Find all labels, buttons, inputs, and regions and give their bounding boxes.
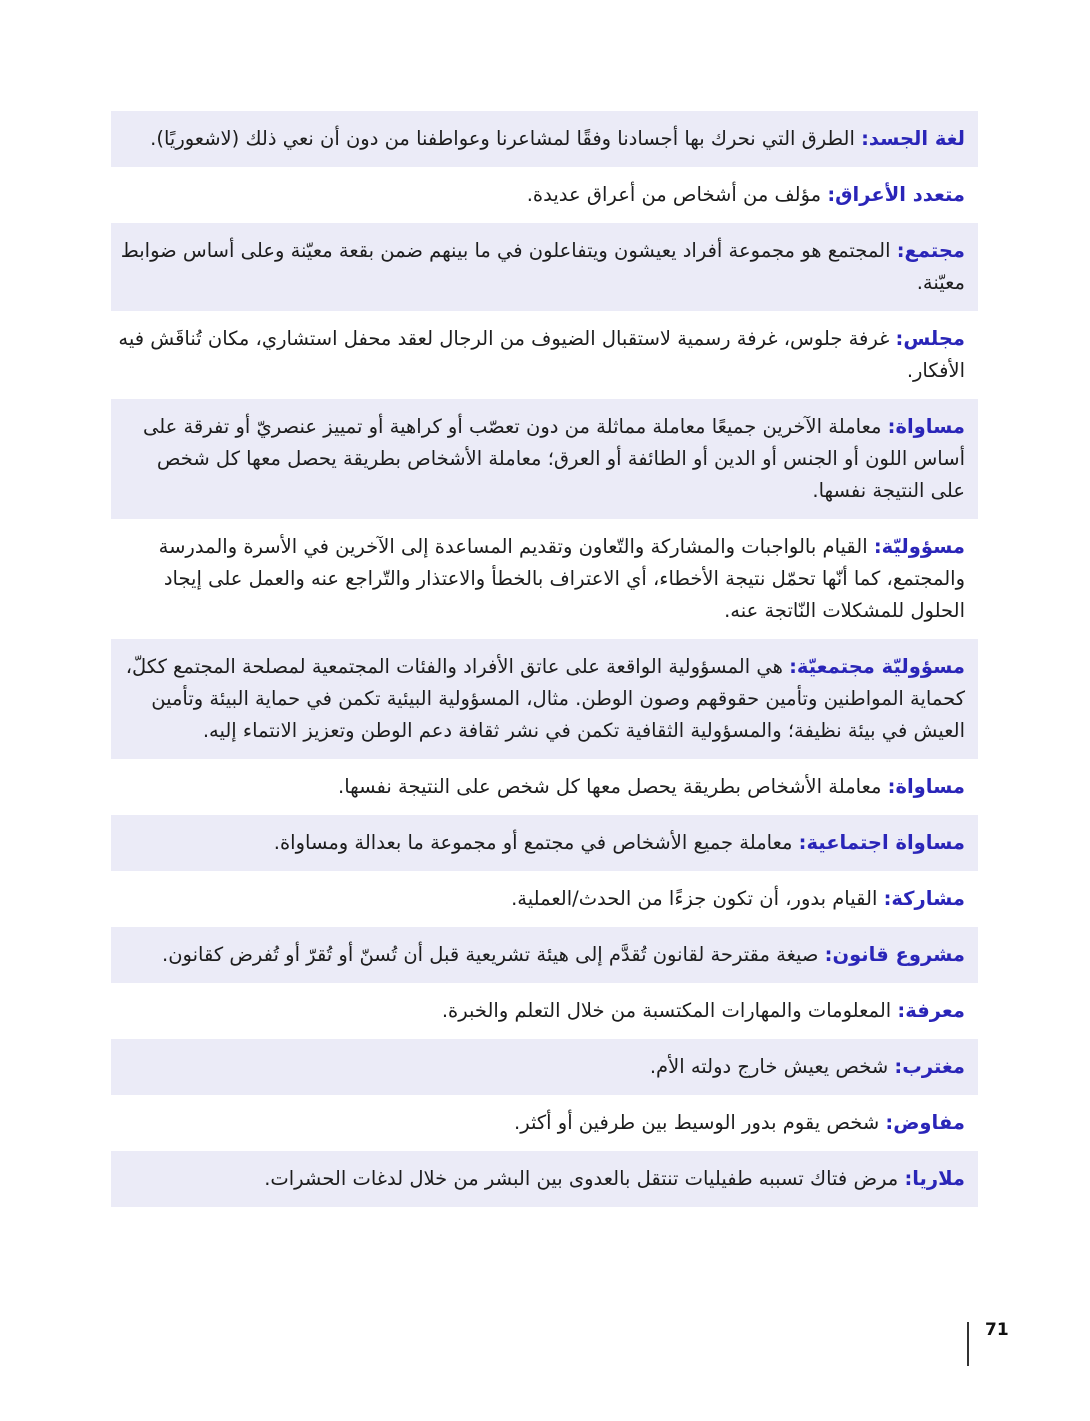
glossary-definition: صيغة مقترحة لقانون تُقدَّم إلى هيئة تشريعية قبل أن تُسنّ أو تُقرّ أو تُفرض كقانون. <box>162 943 819 966</box>
glossary-term: مساواة: <box>887 775 965 798</box>
glossary-entry <box>111 519 978 639</box>
glossary-term: مفاوض: <box>885 1111 965 1134</box>
glossary-definition: القيام بدور، أن تكون جزءًا من الحدث/العملية. <box>511 887 878 910</box>
glossary-entry <box>111 815 978 871</box>
glossary-term: معرفة: <box>897 999 965 1022</box>
glossary-entry <box>111 871 978 927</box>
glossary-entry <box>111 983 978 1039</box>
glossary-entry <box>111 111 978 167</box>
glossary-term: مجتمع: <box>896 239 965 262</box>
glossary-entry <box>111 639 978 759</box>
glossary-term: مسؤوليّة: <box>873 535 965 558</box>
glossary-definition: شخص يعيش خارج دولته الأم. <box>649 1055 889 1078</box>
glossary-term: ملاريا: <box>904 1167 965 1190</box>
glossary-entry <box>111 311 978 399</box>
glossary-term: مشاركة: <box>883 887 965 910</box>
page-number-divider <box>967 1322 969 1366</box>
glossary-entry <box>111 1039 978 1095</box>
glossary-definition: المجتمع هو مجموعة أفراد يعيشون ويتفاعلون في ما بينهم ضمن بقعة معيّنة وعلى أساس ضوابط معيّنة. <box>120 239 965 294</box>
glossary-definition: غرفة جلوس، غرفة رسمية لاستقبال الضيوف من الرجال لعقد محفل استشاري، مكان تُناقَش فيه الأفكار. <box>118 327 965 382</box>
glossary-term: مشروع قانون: <box>824 943 965 966</box>
glossary-entry <box>111 1095 978 1151</box>
glossary-term: مغترب: <box>894 1055 965 1078</box>
glossary-entry <box>111 167 978 223</box>
glossary-definition: الطرق التي نحرك بها أجسادنا وفقًا لمشاعرنا وعواطفنا من دون أن نعي ذلك (لاشعوريًا). <box>150 127 855 150</box>
glossary-list <box>111 111 978 1207</box>
glossary-term: لغة الجسد: <box>861 127 965 150</box>
glossary-definition: مؤلف من أشخاص من أعراق عديدة. <box>526 183 822 206</box>
glossary-entry <box>111 759 978 815</box>
glossary-term: مساواة: <box>887 415 965 438</box>
glossary-entry <box>111 1151 978 1207</box>
glossary-definition: المعلومات والمهارات المكتسبة من خلال التعلم والخبرة. <box>441 999 892 1022</box>
glossary-definition: القيام بالواجبات والمشاركة والتّعاون وتقديم المساعدة إلى الآخرين في الأسرة والمدرسة والمجتمع، كما أنّها تحمّل نتيجة الأخطاء، أي الاعتراف بالخطأ والاعتذار والتّراجع عنه والعمل على إيجاد الحلول للمشكلات النّاتجة عنه. <box>158 535 965 622</box>
glossary-term: مسؤوليّة مجتمعيّة: <box>789 655 965 678</box>
glossary-entry <box>111 399 978 519</box>
glossary-term: متعدد الأعراق: <box>827 183 965 206</box>
glossary-term: مجلس: <box>895 327 965 350</box>
glossary-definition: مرض فتاك تسببه طفيليات تنتقل بالعدوى بين البشر من خلال لدغات الحشرات. <box>264 1167 899 1190</box>
glossary-definition: معاملة الأشخاص بطريقة يحصل معها كل شخص على النتيجة نفسها. <box>338 775 882 798</box>
glossary-entry <box>111 927 978 983</box>
glossary-definition: شخص يقوم بدور الوسيط بين طرفين أو أكثر. <box>514 1111 880 1134</box>
glossary-entry <box>111 223 978 311</box>
glossary-definition: معاملة جميع الأشخاص في مجتمع أو مجموعة ما بعدالة ومساواة. <box>273 831 793 854</box>
page-number: 71 <box>985 1320 1009 1340</box>
glossary-term: مساواة اجتماعية: <box>798 831 965 854</box>
glossary-definition: هي المسؤولية الواقعة على عاتق الأفراد والفئات المجتمعية لمصلحة المجتمع ككلّ، كحماية المواطنين وتأمين حقوقهم وصون الوطن. مثال، المسؤولية البيئية تكمن في حماية البيئة وتأمين العيش في بيئة نظيفة؛ والمسؤولية الثقافية تكمن في نشر ثقافة دعم الوطن وتعزيز الانتماء إليه. <box>125 655 965 742</box>
glossary-definition: معاملة الآخرين جميعًا معاملة مماثلة من دون تعصّب أو كراهية أو تمييز عنصريّ أو تفرقة على أساس اللون أو الجنس أو الدين أو الطائفة أو العرق؛ معاملة الأشخاص بطريقة يحصل معها كل شخص على النتيجة نفسها. <box>142 415 965 502</box>
